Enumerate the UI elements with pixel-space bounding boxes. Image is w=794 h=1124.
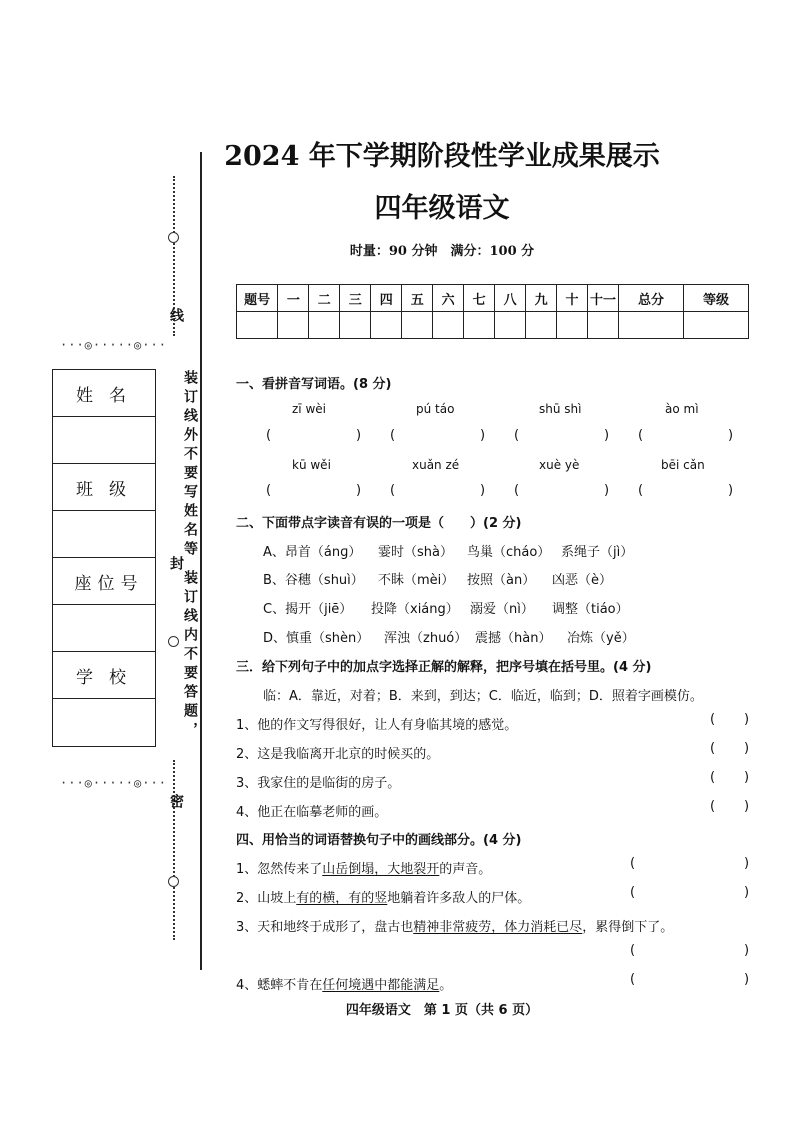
pinyin: kū wěi (292, 458, 331, 472)
q4-item-text: 的声音。 (439, 862, 492, 877)
score-header: 九 (526, 285, 557, 312)
answer-paren-open: ( (710, 770, 716, 785)
score-header: 六 (433, 285, 464, 312)
score-cell[interactable] (495, 312, 526, 339)
answer-paren-close: ) (604, 483, 610, 498)
q2-option: 系绳子（jì） (561, 545, 634, 560)
score-table (236, 284, 749, 339)
q4-item-text: ，累得倒下了。 (582, 920, 674, 935)
score-header: 等级 (683, 285, 748, 312)
score-header: 十一 (588, 285, 619, 312)
answer-paren-open: ( (390, 483, 396, 498)
score-header: 十 (557, 285, 588, 312)
pinyin: zī wèi (292, 402, 326, 416)
answer-paren-open: ( (266, 483, 272, 498)
answer-paren-close: ) (744, 770, 750, 785)
binding-circle-icon (168, 876, 179, 887)
score-table-input-row (237, 312, 749, 339)
pinyin: xuè yè (539, 458, 580, 472)
q4-item-text: 3、天和地终于成形了，盘古也 (236, 920, 414, 935)
answer-paren-close: ) (480, 428, 486, 443)
q4-item-text: 4、蟋蟀不肯在 (236, 978, 323, 993)
score-header: 七 (464, 285, 495, 312)
answer-paren-close: ) (728, 428, 734, 443)
answer-paren-close: ) (480, 483, 486, 498)
answer-paren-close: ) (744, 741, 750, 756)
answer-paren-close: ) (744, 799, 750, 814)
pinyin: xuǎn zé (412, 458, 460, 472)
score-cell[interactable] (619, 312, 684, 339)
score-cell[interactable] (433, 312, 464, 339)
score-header: 八 (495, 285, 526, 312)
score-cell[interactable] (402, 312, 433, 339)
score-table-header-row (237, 285, 749, 312)
pinyin: pú táo (416, 402, 455, 416)
answer-paren-close: ) (744, 885, 750, 900)
answer-paren-close: ) (728, 483, 734, 498)
q2-option: 调整（tiáo） (552, 602, 629, 617)
answer-paren-close: ) (744, 943, 750, 958)
seat-field[interactable] (53, 605, 155, 652)
binding-warning-lower: 装订线内不要答题， (182, 570, 198, 741)
score-header: 四 (371, 285, 402, 312)
answer-paren-close: ) (604, 428, 610, 443)
q2-option: 浑浊（zhuó） (384, 631, 468, 646)
answer-paren-open: ( (710, 712, 716, 727)
exam-title: 2024 年下学期阶段性学业成果展示 (224, 141, 660, 172)
score-cell[interactable] (526, 312, 557, 339)
answer-paren-open: ( (630, 943, 636, 958)
q4-underlined-phrase: 精神非常疲劳，体力消耗已尽 (413, 920, 583, 935)
score-cell[interactable] (340, 312, 371, 339)
name-field[interactable] (53, 417, 155, 464)
pinyin: bēi cǎn (661, 458, 705, 472)
q4-item (236, 887, 530, 906)
binding-warning-upper: 装订线外不要写姓名等 (182, 370, 198, 560)
binding-dotted-line-bottom (173, 760, 175, 940)
q2-option: 不眛（mèi） (378, 573, 455, 588)
answer-paren-open: ( (630, 972, 636, 987)
q2-option: 按照（àn） (467, 573, 536, 588)
answer-paren-open: ( (638, 483, 644, 498)
q3-item: 4、他正在临摹老师的画。 (236, 805, 388, 820)
q4-underlined-phrase: 有的横，有的竖 (296, 891, 388, 906)
q2-heading: 二、下面带点字读音有误的一项是（ ）(2 分) (236, 516, 522, 531)
exam-subtitle: 四年级语文 (374, 193, 510, 224)
answer-paren-open: ( (630, 885, 636, 900)
q4-item-text: 1、忽然传来了 (236, 862, 323, 877)
q4-item (236, 916, 673, 935)
class-field[interactable] (53, 511, 155, 558)
q3-item: 2、这是我临离开北京的时候买的。 (236, 747, 440, 762)
q4-item-text: 2、山坡上 (236, 891, 297, 906)
score-header: 总分 (619, 285, 684, 312)
q4-item (236, 858, 491, 877)
answer-paren-open: ( (266, 428, 272, 443)
answer-paren-open: ( (514, 428, 520, 443)
q2-option: D、慎重（shèn） (263, 631, 370, 646)
q4-item (236, 974, 452, 993)
score-cell[interactable] (278, 312, 309, 339)
score-cell[interactable] (237, 312, 278, 339)
answer-paren-open: ( (710, 799, 716, 814)
q2-option: A、昂首（ánɡ） (263, 545, 362, 560)
q2-option: B、谷穗（shuì） (263, 573, 364, 588)
answer-paren-open: ( (638, 428, 644, 443)
answer-paren-open: ( (514, 483, 520, 498)
score-cell[interactable] (464, 312, 495, 339)
q4-item-text: 。 (439, 978, 453, 993)
q2-option: 投降（xiáng） (371, 602, 459, 617)
q2-option: 冶炼（yě） (567, 631, 635, 646)
answer-paren-close: ) (744, 856, 750, 871)
school-field[interactable] (53, 699, 155, 746)
exam-meta: 时量：90 分钟 满分：100 分 (349, 244, 535, 259)
q3-heading: 三．给下列句子中的加点字选择正解的解释，把序号填在括号里。(4 分) (236, 660, 652, 675)
q4-heading: 四、用恰当的词语替换句子中的画线部分。(4 分) (236, 833, 522, 848)
q2-option: 凶恶（è） (552, 573, 612, 588)
binding-label-seal: 封 (168, 556, 184, 575)
q1-heading: 一、看拼音写词语。(8 分) (236, 377, 392, 392)
answer-paren-open: ( (630, 856, 636, 871)
score-header: 三 (340, 285, 371, 312)
score-header: 五 (402, 285, 433, 312)
pinyin: ào mì (665, 402, 699, 416)
binding-dots-bottom: ···◎·····◎··· (60, 776, 167, 790)
score-header: 题号 (237, 285, 278, 312)
q2-option: C、揭开（jiē） (263, 602, 353, 617)
q4-item-text: 地躺着许多敌人的尸体。 (387, 891, 531, 906)
q2-option: 震撼（hàn） (475, 631, 552, 646)
score-header: 二 (309, 285, 340, 312)
binding-label-line: 线 (168, 308, 184, 327)
q2-option: 溺爱（nì） (470, 602, 534, 617)
score-cell[interactable] (588, 312, 619, 339)
seat-label: 座位号 (53, 558, 155, 605)
score-cell[interactable] (371, 312, 402, 339)
answer-paren-close: ) (744, 712, 750, 727)
binding-dots-top: ···◎·····◎··· (60, 338, 167, 352)
q3-definition: 临：A．靠近，对着；B．来到，到达；C．临近，临到；D．照着字画模仿。 (263, 689, 703, 704)
class-label: 班级 (53, 464, 155, 511)
answer-paren-close: ) (744, 972, 750, 987)
answer-paren-open: ( (390, 428, 396, 443)
school-label: 学校 (53, 652, 155, 699)
q2-option: 霎时（shà） (378, 545, 453, 560)
name-label: 姓名 (53, 370, 155, 417)
answer-paren-close: ) (356, 428, 362, 443)
answer-paren-close: ) (356, 483, 362, 498)
score-header: 一 (278, 285, 309, 312)
score-cell[interactable] (683, 312, 748, 339)
score-cell[interactable] (309, 312, 340, 339)
pinyin: shū shì (539, 402, 582, 416)
page-footer: 四年级语文 第 1 页（共 6 页） (345, 1003, 539, 1018)
binding-label-secret: 密 (168, 794, 184, 813)
binding-solid-line (200, 152, 202, 970)
q4-underlined-phrase: 山岳倒塌，大地裂开 (322, 862, 440, 877)
score-cell[interactable] (557, 312, 588, 339)
q3-item: 1、他的作文写得很好，让人有身临其境的感觉。 (236, 718, 518, 733)
answer-paren-open: ( (710, 741, 716, 756)
binding-circle-icon (168, 636, 179, 647)
q2-option: 鸟巢（cháo） (467, 545, 551, 560)
student-info-box (52, 369, 156, 747)
q4-underlined-phrase: 任何境遇中都能满足 (322, 978, 440, 993)
q3-item: 3、我家住的是临街的房子。 (236, 776, 401, 791)
